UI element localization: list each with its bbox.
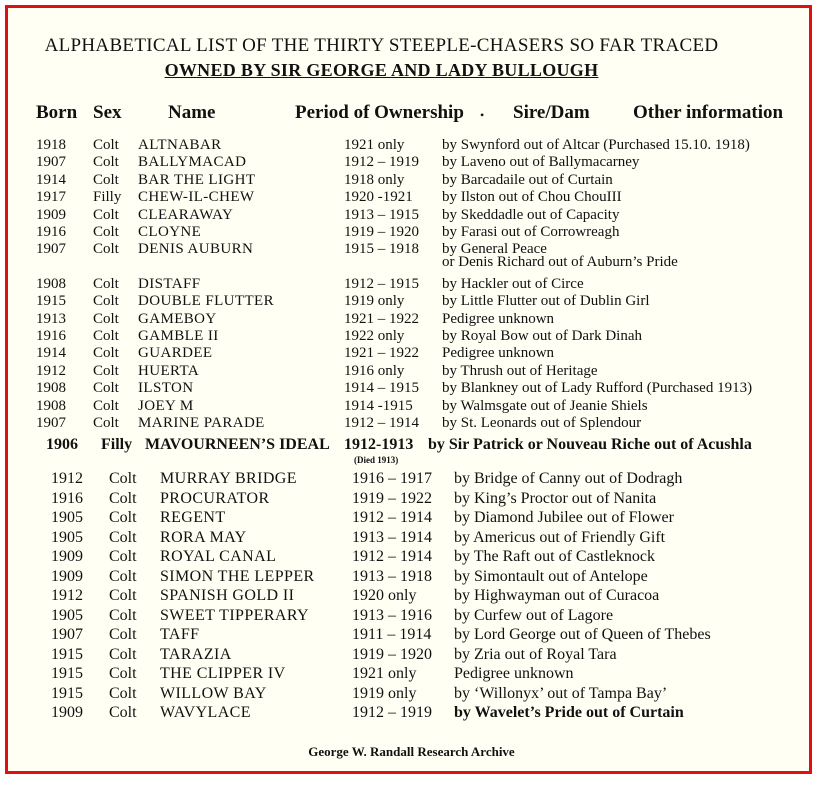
cell-period: 1921 – 1922 bbox=[344, 310, 419, 327]
cell-sex: Colt bbox=[93, 415, 119, 431]
cell-born: 1905 bbox=[51, 606, 83, 624]
cell-sex: Colt bbox=[109, 567, 137, 585]
cell-born: 1915 bbox=[51, 665, 83, 682]
cell-sex: Colt bbox=[109, 470, 137, 487]
cell-period: 1921 only bbox=[352, 665, 417, 682]
cell-sex: Colt bbox=[109, 626, 137, 643]
header-name: Name bbox=[168, 102, 216, 123]
cell-born: 1907 bbox=[51, 626, 83, 643]
cell-born: 1912 bbox=[36, 362, 66, 379]
cell-name: SWEET TIPPERARY bbox=[160, 606, 309, 624]
header-born: Born bbox=[36, 102, 78, 123]
table-row bbox=[8, 172, 808, 190]
cell-sire: by General Peace bbox=[442, 241, 547, 258]
cell-name: GUARDEE bbox=[138, 345, 213, 362]
table-row bbox=[8, 380, 808, 398]
cell-period: 1913 – 1914 bbox=[352, 528, 432, 546]
cell-period: 1913 – 1918 bbox=[352, 567, 432, 585]
table-row bbox=[8, 241, 808, 259]
cell-period: 1912 – 1914 bbox=[352, 509, 432, 526]
cell-born: 1909 bbox=[51, 548, 83, 565]
cell-period: 1912 – 1915 bbox=[344, 275, 419, 292]
cell-sire: by Curfew out of Lagore bbox=[454, 606, 614, 624]
cell-sire: by Lord George out of Queen of Thebes bbox=[454, 626, 711, 643]
cell-born: 1915 bbox=[36, 293, 66, 310]
cell-sex: Colt bbox=[109, 509, 137, 526]
cell-name: TAFF bbox=[160, 626, 200, 643]
cell-period: 1912 – 1919 bbox=[352, 704, 432, 721]
table-row bbox=[8, 470, 808, 489]
cell-sex: Colt bbox=[93, 293, 119, 310]
cell-sex: Colt bbox=[93, 154, 119, 171]
highlight-note: (Died 1913) bbox=[354, 455, 399, 465]
cell-sire: by Royal Bow out of Dark Dinah bbox=[442, 328, 642, 344]
cell-born: 1916 bbox=[36, 224, 66, 240]
cell-sire: by Little Flutter out of Dublin Girl bbox=[442, 293, 650, 310]
table-row bbox=[8, 293, 808, 311]
table-row bbox=[8, 311, 808, 329]
highlight-sire: by Sir Patrick or Nouveau Riche out of Acushla bbox=[428, 436, 752, 453]
cell-name: WILLOW BAY bbox=[160, 684, 267, 702]
cell-name: CLEARAWAY bbox=[138, 206, 234, 223]
cell-period: 1921 only bbox=[344, 137, 405, 153]
page-subtitle: OWNED BY SIR GEORGE AND LADY BULLOUGH bbox=[164, 60, 599, 80]
cell-period: 1912 – 1919 bbox=[344, 154, 419, 171]
cell-born: 1907 bbox=[36, 241, 66, 258]
cell-born: 1908 bbox=[36, 380, 66, 397]
cell-period: 1921 – 1922 bbox=[344, 345, 419, 362]
cell-sex: Colt bbox=[109, 645, 137, 663]
header-period: Period of Ownership bbox=[295, 102, 464, 123]
cell-period: 1914 – 1915 bbox=[344, 380, 419, 397]
page-title: ALPHABETICAL LIST OF THE THIRTY STEEPLE-CHASERS SO FAR TRACED bbox=[44, 35, 719, 56]
cell-sex: Colt bbox=[93, 137, 119, 153]
cell-period: 1914 -1915 bbox=[344, 397, 413, 414]
cell-sire: Pedigree unknown bbox=[442, 310, 555, 327]
cell-sex: Colt bbox=[109, 684, 137, 702]
cell-born: 1912 bbox=[51, 587, 83, 604]
cell-sire: by Zria out of Royal Tara bbox=[454, 645, 617, 663]
table-row bbox=[8, 415, 808, 433]
cell-period: 1919 – 1920 bbox=[352, 645, 432, 663]
cell-sex: Colt bbox=[93, 224, 119, 240]
cell-period: 1920 -1921 bbox=[344, 189, 413, 206]
cell-born: 1907 bbox=[36, 415, 66, 431]
cell-sex: Colt bbox=[109, 587, 137, 604]
table-row bbox=[8, 587, 808, 606]
cell-name: MARINE PARADE bbox=[138, 415, 265, 431]
cell-sex: Colt bbox=[93, 362, 119, 379]
cell-sex: Colt bbox=[109, 606, 137, 624]
cell-name: HUERTA bbox=[138, 362, 200, 379]
cell-sire: by Simontault out of Antelope bbox=[454, 567, 648, 585]
cell-born: 1915 bbox=[51, 684, 83, 702]
cell-born: 1905 bbox=[51, 528, 83, 546]
denis-auburn-continuation: or Denis Richard out of Auburn’s Pride bbox=[442, 254, 678, 270]
cell-name: MURRAY BRIDGE bbox=[160, 470, 297, 487]
cell-sire: by Thrush out of Heritage bbox=[442, 362, 598, 379]
table-row bbox=[8, 607, 808, 626]
cell-name: SIMON THE LEPPER bbox=[160, 567, 315, 585]
cell-sex: Colt bbox=[93, 380, 119, 397]
header-other: Other information bbox=[633, 102, 784, 123]
cell-name: CHEW-IL-CHEW bbox=[138, 189, 255, 206]
cell-sire: by King’s Proctor out of Nanita bbox=[454, 489, 657, 507]
cell-name: THE CLIPPER IV bbox=[160, 665, 286, 682]
cell-name: CLOYNE bbox=[138, 224, 202, 240]
table-row bbox=[8, 509, 808, 528]
cell-born: 1916 bbox=[36, 328, 66, 344]
cell-period: 1919 – 1922 bbox=[352, 489, 432, 507]
cell-sire: by Farasi out of Corrowreagh bbox=[442, 224, 620, 240]
cell-name: BALLYMACAD bbox=[138, 154, 247, 171]
document-frame bbox=[5, 5, 812, 774]
cell-sex: Colt bbox=[93, 275, 119, 292]
cell-name: ILSTON bbox=[138, 380, 194, 397]
cell-sire: by Diamond Jubilee out of Flower bbox=[454, 509, 674, 526]
cell-period: 1913 – 1916 bbox=[352, 606, 432, 624]
table-row bbox=[8, 345, 808, 363]
cell-sex: Colt bbox=[93, 206, 119, 223]
header-sire: Sire/Dam bbox=[513, 102, 590, 123]
header-sex: Sex bbox=[93, 102, 122, 123]
table-row bbox=[8, 626, 808, 645]
cell-period: 1912 – 1914 bbox=[352, 548, 432, 565]
cell-sex: Colt bbox=[109, 489, 137, 507]
cell-period: 1920 only bbox=[352, 587, 417, 604]
table-row bbox=[8, 398, 808, 416]
table-row bbox=[8, 548, 808, 567]
cell-name: REGENT bbox=[160, 509, 226, 526]
cell-sire: by Americus out of Friendly Gift bbox=[454, 528, 666, 546]
cell-name: DOUBLE FLUTTER bbox=[138, 293, 275, 310]
table-row bbox=[8, 704, 808, 723]
cell-sire: by The Raft out of Castleknock bbox=[454, 548, 655, 565]
cell-born: 1916 bbox=[51, 489, 83, 507]
cell-period: 1912 – 1914 bbox=[344, 415, 419, 431]
cell-born: 1914 bbox=[36, 171, 66, 188]
cell-sire: by Skeddadle out of Capacity bbox=[442, 206, 620, 223]
cell-name: DENIS AUBURN bbox=[138, 241, 254, 258]
cell-born: 1909 bbox=[51, 704, 83, 721]
cell-sex: Colt bbox=[93, 328, 119, 344]
cell-period: 1919 – 1920 bbox=[344, 224, 419, 240]
highlight-name: MAVOURNEEN’S IDEAL bbox=[145, 436, 330, 453]
cell-name: ROYAL CANAL bbox=[160, 548, 277, 565]
cell-sex: Colt bbox=[93, 310, 119, 327]
table-row bbox=[8, 137, 808, 155]
cell-born: 1908 bbox=[36, 397, 66, 414]
cell-name: WAVYLACE bbox=[160, 704, 251, 721]
cell-sire: by Barcadaile out of Curtain bbox=[442, 171, 613, 188]
cell-born: 1905 bbox=[51, 509, 83, 526]
cell-period: 1919 only bbox=[352, 684, 417, 702]
table-row bbox=[8, 685, 808, 704]
table-row bbox=[8, 189, 808, 207]
cell-sire: by Wavelet’s Pride out of Curtain bbox=[454, 704, 684, 721]
cell-born: 1908 bbox=[36, 275, 66, 292]
cell-sex: Colt bbox=[109, 548, 137, 565]
cell-name: GAMBLE II bbox=[138, 328, 219, 344]
table-row bbox=[8, 568, 808, 587]
cell-sire: by Bridge of Canny out of Dodragh bbox=[454, 470, 683, 487]
cell-name: TARAZIA bbox=[160, 645, 232, 663]
highlight-period: 1912-1913 bbox=[344, 436, 414, 453]
header-dot: • bbox=[480, 108, 485, 122]
cell-born: 1918 bbox=[36, 137, 66, 153]
cell-born: 1909 bbox=[51, 567, 83, 585]
highlight-born: 1906 bbox=[46, 436, 78, 453]
table-row bbox=[8, 207, 808, 225]
cell-name: GAMEBOY bbox=[138, 310, 217, 327]
cell-born: 1917 bbox=[36, 189, 66, 206]
cell-sex: Filly bbox=[93, 189, 122, 206]
cell-sire: by Highwayman out of Curacoa bbox=[454, 587, 660, 604]
cell-period: 1911 – 1914 bbox=[352, 626, 432, 643]
cell-name: RORA MAY bbox=[160, 528, 247, 546]
cell-period: 1916 – 1917 bbox=[352, 470, 432, 487]
cell-period: 1916 only bbox=[344, 362, 405, 379]
cell-period: 1918 only bbox=[344, 171, 405, 188]
table-row bbox=[8, 154, 808, 172]
cell-sire: by Ilston out of Chou ChouIII bbox=[442, 189, 622, 206]
cell-period: 1915 – 1918 bbox=[344, 241, 419, 258]
cell-sire: by Walmsgate out of Jeanie Shiels bbox=[442, 397, 648, 414]
cell-name: ALTNABAR bbox=[138, 137, 222, 153]
footer-credit: George W. Randall Research Archive bbox=[308, 744, 515, 759]
cell-born: 1912 bbox=[51, 470, 83, 487]
cell-born: 1907 bbox=[36, 154, 66, 171]
highlight-sex: Filly bbox=[101, 436, 133, 453]
table-row bbox=[8, 276, 808, 294]
cell-name: BAR THE LIGHT bbox=[138, 171, 256, 188]
cell-sire: by Hackler out of Circe bbox=[442, 275, 584, 292]
cell-born: 1913 bbox=[36, 310, 66, 327]
cell-sire: by Swynford out of Altcar (Purchased 15.10. 1918) bbox=[442, 137, 750, 153]
cell-sex: Colt bbox=[109, 528, 137, 546]
table-row bbox=[8, 646, 808, 665]
cell-period: 1922 only bbox=[344, 328, 405, 344]
table-row bbox=[8, 665, 808, 684]
cell-born: 1915 bbox=[51, 645, 83, 663]
cell-sex: Colt bbox=[109, 665, 137, 682]
cell-name: SPANISH GOLD II bbox=[160, 587, 295, 604]
cell-name: JOEY M bbox=[138, 397, 194, 414]
cell-sex: Colt bbox=[109, 704, 137, 721]
cell-period: 1913 – 1915 bbox=[344, 206, 419, 223]
table-row bbox=[8, 490, 808, 509]
table-row bbox=[8, 224, 808, 242]
cell-name: DISTAFF bbox=[138, 275, 201, 292]
cell-sire: by Laveno out of Ballymacarney bbox=[442, 154, 640, 171]
cell-sire: Pedigree unknown bbox=[454, 665, 574, 682]
cell-sex: Colt bbox=[93, 241, 119, 258]
table-row bbox=[8, 363, 808, 381]
cell-name: PROCURATOR bbox=[160, 489, 270, 507]
cell-born: 1909 bbox=[36, 206, 66, 223]
cell-sire: by ‘Willonyx’ out of Tampa Bay’ bbox=[454, 684, 668, 702]
table-row bbox=[8, 529, 808, 548]
cell-born: 1914 bbox=[36, 345, 66, 362]
table-row bbox=[8, 328, 808, 346]
cell-period: 1919 only bbox=[344, 293, 405, 310]
cell-sex: Colt bbox=[93, 397, 119, 414]
cell-sire: by St. Leonards out of Splendour bbox=[442, 415, 642, 431]
cell-sire: Pedigree unknown bbox=[442, 345, 555, 362]
cell-sex: Colt bbox=[93, 171, 119, 188]
cell-sex: Colt bbox=[93, 345, 119, 362]
cell-sire: by Blankney out of Lady Rufford (Purchased 1913) bbox=[442, 380, 753, 397]
